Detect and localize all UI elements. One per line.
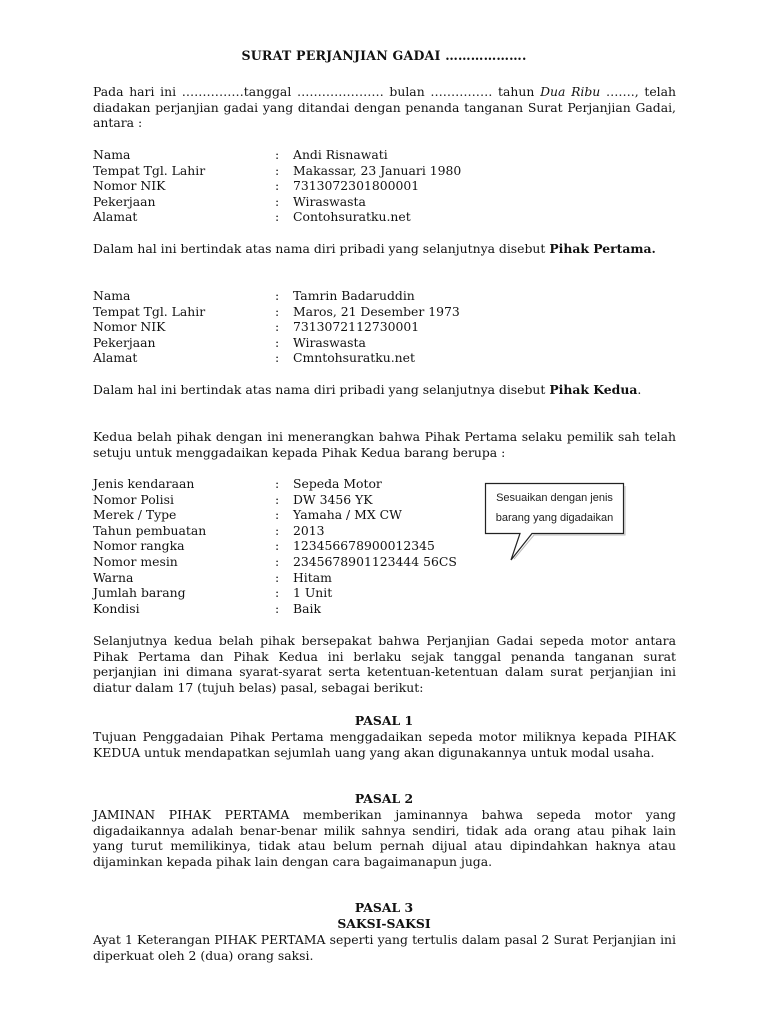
- callout-line: barang yang digadaikan: [495, 512, 614, 524]
- vehicle-row-condition: [93, 601, 533, 617]
- pasal1-text: Tujuan Penggadaian Pihak Pertama menggadaikan sepeda motor miliknya kepada PIHAK KEDUA untuk mendapatkan sejumlah uang yang akan digunakannya untuk modal usaha.: [93, 729, 676, 760]
- party1-desc-text: Dalam hal ini bertindak atas nama diri pribadi yang selanjutnya disebut: [93, 241, 550, 256]
- field-label: Nama: [93, 147, 131, 162]
- party1-description: [93, 241, 676, 257]
- closing-intro: Selanjutnya kedua belah pihak bersepakat bahwa Perjanjian Gadai sepeda motor antara Pihak Pertama dan Pihak Kedua ini berlaku sejak tanggal penanda tanganan surat perjanjian ini dimana syarat-syarat serta ketentuan-ketentuan dalam surat perjanjian ini diatur dalam 17 (tujuh belas) pasal, sebagai berikut:: [93, 633, 676, 695]
- field-value: Tamrin Badaruddin: [293, 288, 415, 303]
- field-value: Wiraswasta: [293, 334, 366, 350]
- field-colon: :: [275, 303, 280, 319]
- field-label: Jumlah barang: [93, 585, 186, 601]
- field-colon: :: [275, 319, 280, 335]
- pasal1-heading: PASAL 1: [354, 713, 414, 728]
- field-colon: :: [275, 569, 280, 585]
- field-label: Alamat: [93, 350, 138, 366]
- party1-fields: [93, 147, 533, 225]
- field-label: Nomor mesin: [93, 553, 178, 569]
- field-label: Tempat Tgl. Lahir: [93, 162, 206, 178]
- field-value: Makassar, 23 Januari 1980: [293, 162, 462, 178]
- field-colon: :: [275, 334, 280, 350]
- field-value: Cmntohsuratku.net: [293, 350, 415, 366]
- field-colon: :: [275, 585, 280, 601]
- field-colon: :: [275, 491, 280, 507]
- field-label: Pekerjaan: [93, 193, 156, 209]
- field-label: Nomor rangka: [93, 538, 185, 554]
- party2-desc-bold: Pihak Kedua: [549, 382, 638, 397]
- field-value: 7313072112730001: [293, 319, 420, 335]
- field-label: Alamat: [93, 209, 138, 225]
- vehicle-row-type: [93, 476, 533, 492]
- vehicle-row-color: [93, 570, 533, 586]
- party1-row-address: [93, 209, 533, 225]
- callout-line: Sesuaikan dengan jenis: [496, 492, 613, 504]
- field-colon: :: [275, 553, 280, 569]
- intro-text-start: Pada hari ini ……………tanggal ………………… bulan …………… tahun: [93, 84, 541, 99]
- callout-text: [484, 488, 625, 528]
- field-colon: :: [275, 600, 280, 616]
- vehicle-row-frame: [93, 538, 533, 554]
- agreement-intro: Kedua belah pihak dengan ini menerangkan bahwa Pihak Pertama selaku pemilik sah telah setuju untuk menggadaikan kepada Pihak Kedua barang berupa :: [93, 429, 676, 460]
- vehicle-row-plate: [93, 492, 533, 508]
- note-callout: [484, 482, 640, 564]
- field-value: 123456678900012345: [293, 538, 435, 554]
- intro-paragraph: [93, 84, 676, 131]
- field-colon: :: [275, 507, 280, 523]
- field-value: Wiraswasta: [293, 193, 366, 209]
- field-value: Maros, 21 Desember 1973: [293, 303, 460, 319]
- field-colon: :: [275, 476, 280, 491]
- pasal3-subheading: SAKSI-SAKSI: [337, 916, 431, 931]
- field-label: Kondisi: [93, 600, 140, 616]
- field-value: Baik: [293, 600, 321, 616]
- party2-row-job: [93, 335, 533, 351]
- vehicle-row-engine: [93, 554, 533, 570]
- intro-year-italic: Dua Ribu: [540, 84, 601, 99]
- field-colon: :: [275, 178, 280, 194]
- field-colon: :: [275, 162, 280, 178]
- pasal3-heading: PASAL 3: [354, 900, 414, 915]
- field-colon: :: [275, 288, 280, 303]
- party2-row-nik: [93, 319, 533, 335]
- intro-text-end: ……., telah diadakan perjanjian gadai yang ditandai dengan penanda tanganan Surat Perjanjian Gadai, antara :: [93, 84, 676, 131]
- field-label: Pekerjaan: [93, 334, 156, 350]
- field-value: Andi Risnawati: [293, 147, 388, 162]
- party1-row-name: [93, 147, 533, 163]
- field-colon: :: [275, 350, 280, 366]
- field-colon: :: [275, 538, 280, 554]
- party1-row-job: [93, 194, 533, 210]
- field-label: Nomor NIK: [93, 319, 166, 335]
- field-colon: :: [275, 147, 280, 162]
- party2-row-birth: [93, 304, 533, 320]
- party2-desc-end: .: [637, 382, 642, 397]
- field-label: Tahun pembuatan: [93, 522, 207, 538]
- field-label: Merek / Type: [93, 507, 177, 523]
- field-label: Nomor NIK: [93, 178, 166, 194]
- party1-row-nik: [93, 178, 533, 194]
- party1-row-birth: [93, 163, 533, 179]
- field-colon: :: [275, 193, 280, 209]
- party2-row-name: [93, 288, 533, 304]
- field-label: Tempat Tgl. Lahir: [93, 303, 206, 319]
- field-colon: :: [275, 209, 280, 225]
- pasal2-heading: PASAL 2: [354, 791, 414, 806]
- vehicle-row-quantity: [93, 585, 533, 601]
- field-value: 1 Unit: [293, 585, 333, 601]
- vehicle-row-year: [93, 523, 533, 539]
- field-colon: :: [275, 522, 280, 538]
- field-value: 7313072301800001: [293, 178, 420, 194]
- party2-fields: [93, 288, 533, 366]
- pasal2-text: JAMINAN PIHAK PERTAMA memberikan jaminannya bahwa sepeda motor yang digadaikannya adalah benar-benar milik sahnya sendiri, tidak ada orang atau pihak lain yang turut memilikinya, tidak atau belum pernah dijual atau dipindahkan haknya atau dijaminkan kepada pihak lain dengan cara bagaimanapun juga.: [93, 807, 676, 869]
- party1-desc-bold: Pihak Pertama.: [549, 241, 656, 256]
- field-value: Contohsuratku.net: [293, 209, 411, 225]
- pasal3-text: Ayat 1 Keterangan PIHAK PERTAMA seperti yang tertulis dalam pasal 2 Surat Perjanjian ini diperkuat oleh 2 (dua) orang saksi.: [93, 932, 676, 963]
- field-value: Hitam: [293, 569, 332, 585]
- field-value: DW 3456 YK: [293, 491, 373, 507]
- vehicle-fields: [93, 476, 533, 616]
- party2-description: [93, 382, 676, 398]
- field-value: Sepeda Motor: [293, 476, 382, 491]
- field-value: 2013: [293, 522, 325, 538]
- field-label: Jenis kendaraan: [93, 476, 195, 491]
- field-label: Nama: [93, 288, 131, 303]
- party2-row-address: [93, 350, 533, 366]
- field-value: Yamaha / MX CW: [293, 507, 402, 523]
- field-label: Nomor Polisi: [93, 491, 174, 507]
- document-title: SURAT PERJANJIAN GADAI ……………….: [241, 48, 527, 63]
- field-value: 2345678901123444 56CS: [293, 553, 457, 569]
- field-label: Warna: [93, 569, 134, 585]
- party2-desc-text: Dalam hal ini bertindak atas nama diri pribadi yang selanjutnya disebut: [93, 382, 550, 397]
- vehicle-row-brand: [93, 507, 533, 523]
